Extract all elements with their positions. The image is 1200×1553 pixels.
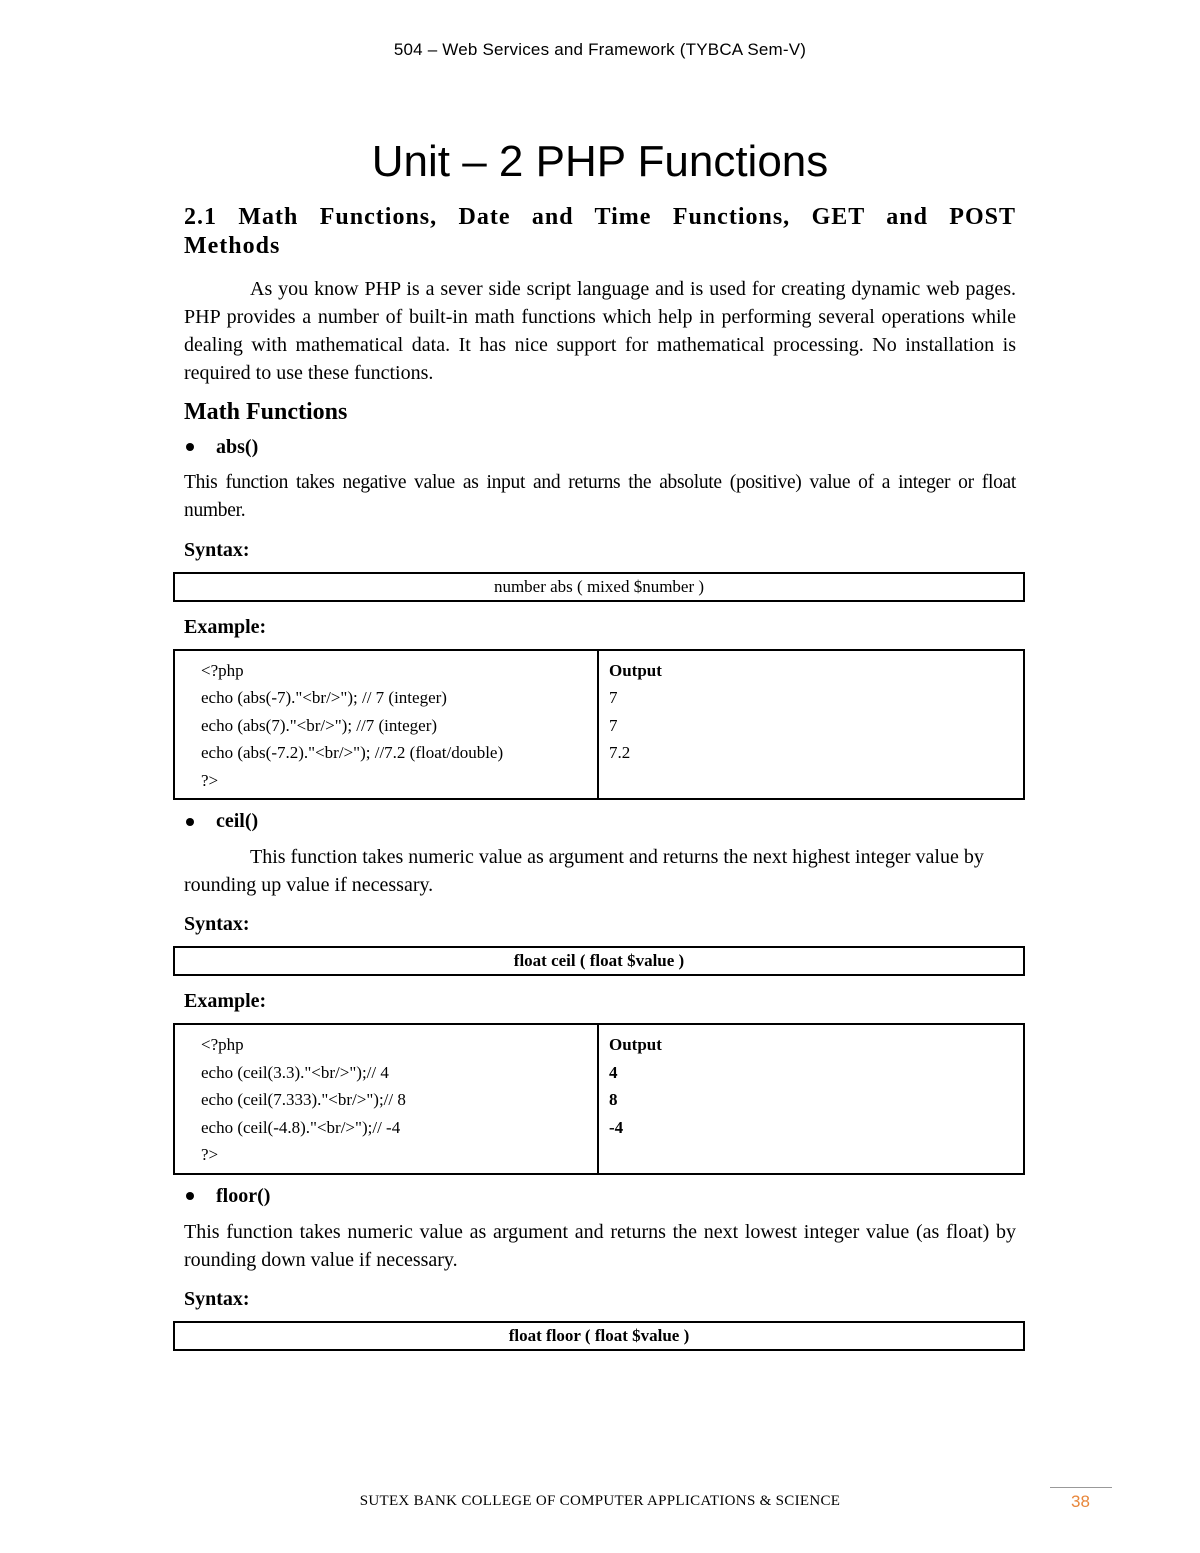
bullet-icon — [186, 1192, 194, 1200]
math-functions-heading: Math Functions — [184, 398, 348, 425]
abs-code-cell — [174, 650, 598, 800]
document-body — [184, 136, 1016, 1365]
abs-example-label: Example: — [184, 615, 267, 638]
ceil-example-table — [173, 1023, 1025, 1175]
ceil-syntax-box: float ceil ( float $value ) — [173, 946, 1025, 976]
abs-heading — [184, 436, 1016, 459]
abs-name: abs() — [216, 435, 259, 458]
output-value: 7.2 — [609, 743, 631, 763]
floor-name: floor() — [216, 1184, 271, 1207]
page-header: 504 – Web Services and Framework (TYBCA Sem-V) — [393, 40, 807, 59]
page-number-rule — [1050, 1487, 1112, 1488]
code-line: echo (ceil(3.3)."<br/>");// 4 — [201, 1062, 389, 1082]
ceil-description: This function takes numeric value as argument and returns the next highest integer value by rounding up value if necessary. — [184, 846, 984, 897]
code-line: echo (ceil(7.333)."<br/>");// 8 — [201, 1090, 406, 1110]
output-header: Output — [609, 1035, 662, 1055]
ceil-name: ceil() — [216, 810, 259, 833]
abs-example-table — [173, 649, 1025, 801]
abs-output-cell — [598, 650, 1024, 800]
output-header: Output — [609, 660, 662, 680]
code-line: <?php — [201, 1035, 244, 1055]
floor-syntax-box: float floor ( float $value ) — [173, 1321, 1025, 1351]
output-value: 4 — [609, 1062, 618, 1082]
abs-description: This function takes negative value as input and returns the absolute (positive) value of a integer or float number. — [184, 471, 1016, 521]
abs-syntax-box: number abs ( mixed $number ) — [173, 572, 1025, 602]
page-footer: SUTEX BANK COLLEGE OF COMPUTER APPLICATIONS & SCIENCE — [359, 1493, 841, 1509]
bullet-icon — [186, 443, 194, 451]
floor-syntax-label: Syntax: — [184, 1287, 250, 1310]
ceil-heading — [184, 810, 1016, 833]
floor-heading — [184, 1185, 1016, 1208]
ceil-example-label: Example: — [184, 990, 267, 1013]
code-line: echo (ceil(-4.8)."<br/>");// -4 — [201, 1117, 401, 1137]
code-line: ?> — [201, 1145, 219, 1165]
code-line: echo (abs(7)."<br/>"); //7 (integer) — [201, 715, 438, 735]
section-title: 2.1 Math Functions, Date and Time Functions, GET and POST Methods — [184, 203, 1016, 259]
page-number: 38 — [1071, 1492, 1090, 1511]
code-line: echo (abs(-7)."<br/>"); // 7 (integer) — [201, 688, 447, 708]
code-line: echo (abs(-7.2)."<br/>"); //7.2 (float/double) — [201, 743, 504, 763]
ceil-code-cell — [174, 1024, 598, 1174]
ceil-syntax-label: Syntax: — [184, 913, 250, 936]
output-value: 8 — [609, 1090, 618, 1110]
abs-syntax-label: Syntax: — [184, 538, 250, 561]
output-value: 7 — [609, 688, 618, 708]
intro-paragraph: As you know PHP is a sever side script language and is used for creating dynamic web pages. PHP provides a number of built-in math functions which help in performing several operations while dealing with mathematical data. It has nice support for mathematical processing. No installation is required to use these functions. — [184, 277, 1016, 384]
unit-title: Unit – 2 PHP Functions — [371, 137, 829, 186]
output-value: -4 — [609, 1117, 624, 1137]
code-line: <?php — [201, 660, 244, 680]
output-value: 7 — [609, 715, 618, 735]
floor-description: This function takes numeric value as argument and returns the next lowest integer value (as float) by rounding down value if necessary. — [184, 1220, 1016, 1271]
ceil-output-cell — [598, 1024, 1024, 1174]
code-line: ?> — [201, 770, 219, 790]
bullet-icon — [186, 818, 194, 826]
